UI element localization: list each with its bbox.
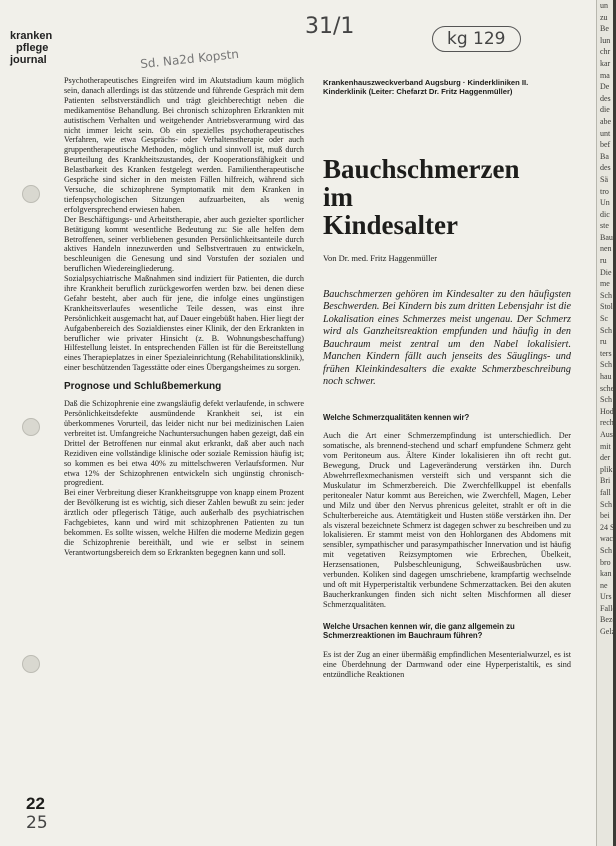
edge-fragment: wac xyxy=(600,534,613,544)
edge-fragment: 24 S xyxy=(600,522,615,532)
edge-fragment: Hod xyxy=(600,406,614,416)
edge-fragment: bei xyxy=(600,511,610,521)
edge-fragment: Sch xyxy=(600,290,612,300)
edge-fragment: un xyxy=(600,1,608,10)
author-byline: Von Dr. med. Fritz Haggenmüller xyxy=(323,252,438,263)
section-heading: Welche Schmerzqualitäten kennen wir? xyxy=(323,412,470,422)
edge-fragment: ne xyxy=(600,580,608,590)
edge-fragment: fall xyxy=(600,487,611,497)
edge-fragment: rech xyxy=(600,418,614,428)
article-title xyxy=(323,155,571,239)
left-article-column xyxy=(64,76,304,558)
page-number: 22 xyxy=(26,794,45,813)
edge-fragment: nen xyxy=(600,244,612,254)
edge-fragment: ste xyxy=(600,221,609,231)
logo-line-2: pflege xyxy=(16,42,49,54)
body-paragraph: Bei einer Verbreitung dieser Krankheitsgruppe von knapp einem Prozent der Bevölkerung ist es wichtig, sich dieser Zahlen bewußt zu sein: jeder ärztlich oder pflegerisch Tätige, auch außerhalb des psychiatrischen Fachgebietes, kann und wird mit schizophrenen Patienten zu tun bekommen. Es sollte wissen, welche Hilfen die moderne Medizin gegen die Schizophrenie bereithält, und wie er selbst in seinem Verantwortungsbereich dem so Erkrankten begegnen kann und soll. xyxy=(64,488,304,557)
section-heading: Welche Ursachen kennen wir, die ganz allgemein zu Schmerzreaktionen im Bauchraum führen? xyxy=(323,621,515,641)
body-paragraph: Daß die Schizophrenie eine zwangsläufig defekt verlaufende, in schwere Persönlichkeitsdefekte ausmündende Krankheit sei, ist ein überkommenes Vorurteil, das leider nicht nur bei medizinischen Laien verbreitet ist. Umfangreiche Nachuntersuchungen haben gezeigt, daß ein Drittel der Betroffenen nur einmal akut erkrankt, daß aber auch nach Rezidiven eine vollständige klinische oder soziale Remission häufig ist; so kommen es bei etwa 40% zu mittelschweren Verlaufsformen. Nur etwa 12% der Schizophrenen entwickeln sich ungünstig chronisch-progredient. xyxy=(64,399,304,488)
punch-hole xyxy=(22,655,40,673)
body-paragraph: Auch die Art einer Schmerzempfindung ist unterschiedlich. Der somatische, als brennend-stechend und scharf empfundene Schmerz geht vom Peritoneum aus. Ältere Kinder lokalisieren ihn oft recht gut. Bewegung, Druck und Lageveränderung verstärken ihn. Durch Abwehrreflexmechanismen versteift sich und verspannt sich die Muskulatur im Schmerzbereich. Die Zwerchfellkuppel ist ebenfalls peritonealer Natur kommt aus Bereichen, wie Zwerchfell, Magen, Leber und Milz und über den Nervus phrenicus geleitet, strahlt er oft in die Schulterbereiche aus. Atemtätigkeit und Husten stöße verstärken ihn. Der als viszeral bezeichnete Schmerz ist dagegen schwer zu beschreiben und zu lokalisieren. Er stammt meist von den Hohlorganen des Abdomens mit sensibler, sympathischer und parasympathischer Innervation und ist häufig mit vegetativen Reizsymptomen wie Erbrechen, Übelkeit, Herzsensationen, Pulsbeschleunigung, Schweißausbrüchen usw. verbunden. Koliken sind dagegen umschriebene, krampfartig wechselnde und oft mit Hyperperistaltik verbundene Schmerzattacken. Bei den akuten Baucherkrankungen finden sich nicht selten Mischformen all dieser Schmerzqualitäten. xyxy=(323,431,571,609)
edge-fragment: Sch xyxy=(600,360,612,370)
edge-fragment: Stol xyxy=(600,302,613,312)
edge-fragment: Sch xyxy=(600,499,612,509)
adjacent-page-text xyxy=(600,0,616,846)
edge-fragment: zu xyxy=(600,12,608,22)
edge-fragment: Sä xyxy=(600,174,608,184)
title-line-3: Kindesalter xyxy=(323,209,458,240)
handwritten-circled-note: kg 129 xyxy=(432,26,521,52)
edge-fragment: Urs xyxy=(600,592,612,602)
edge-fragment: bef xyxy=(600,140,611,150)
edge-fragment: der xyxy=(600,453,611,463)
edge-fragment: lun xyxy=(600,35,611,45)
edge-fragment: kar xyxy=(600,58,611,68)
edge-fragment: ru xyxy=(600,256,607,266)
edge-fragment: plik xyxy=(600,464,613,474)
body-paragraph: Psychotherapeutisches Eingreifen wird im Akutstadium kaum möglich sein, danach allerdings ist das stützende und führende Gespräch mit dem Patienten selbstverständlich und trägt gleichberechtigt neben die medikamentöse Behandlung. Bei chronisch schizophren Erkrankten mit autistischem Verhalten und weitgehender Antriebsverarmung wird das nicht immer leicht sein. Ob ein spezielles psychotherapeutisches Verfahren, wie etwa Gesprächs- oder Verhaltenstherapie oder auch gruppentherapeutische Methoden, möglich und sinnvoll ist, muß durch Beurteilung des Krankheitszustandes, der Kooperationsfähigkeit und Belastbarkeit des Kranken festgelegt werden. Familientherapeutische Gespräche sind sicher in den meisten Fällen hilfreich, während sich Versuche, die schizophrene Symptomatik mit dem Kranken in tiefenpsychologischen Sitzungen aufzuarbeiten, als wenig erfolgversprechend erwiesen haben. xyxy=(64,76,304,214)
edge-fragment: des xyxy=(600,93,611,103)
edge-fragment: ma xyxy=(600,70,610,80)
edge-fragment: Sc xyxy=(600,314,608,324)
edge-fragment: kan xyxy=(600,569,612,579)
edge-fragment: De xyxy=(600,82,610,92)
edge-fragment: Sch xyxy=(600,325,612,335)
edge-fragment: Sch xyxy=(600,545,612,555)
title-line-2: im xyxy=(323,181,353,212)
handwritten-page-number: 25 xyxy=(26,813,48,833)
edge-fragment: Bri xyxy=(600,476,611,486)
edge-fragment: Un xyxy=(600,198,610,208)
edge-fragment: Beze xyxy=(600,615,616,625)
punch-hole xyxy=(22,185,40,203)
lead-paragraph: Bauchschmerzen gehören im Kindesalter zu den häufigsten Beschwerden. Bei Kindern bis zum dritten Lebensjahr ist die Lokalisation eines Schmerzes meist ungenau. Der Schmerz wird als Ganzheitsreaktion empfunden und häufig in den Bauchraum meist zentral um den Nabel lokalisiert. Manchen Kindern fällt auch jenseits des Säuglings- und frühen Kleinkindesalters die exakte Schmerzbeschreibung noch schwer. xyxy=(323,288,571,388)
logo-line-1: kranken xyxy=(10,30,53,42)
institution-line: Krankenhauszweckverband Augsburg · Kinderkliniken II. Kinderklinik (Leiter: Chefarzt Dr. Fritz Haggenmüller) xyxy=(323,78,529,97)
handwritten-note-top: 31/1 xyxy=(305,14,355,39)
edge-fragment: des xyxy=(600,163,611,173)
journal-logo xyxy=(10,30,68,66)
title-line-1: Bauchschmerzen xyxy=(323,153,520,184)
edge-fragment: ters xyxy=(600,348,612,358)
edge-fragment: Gelz xyxy=(600,627,616,637)
edge-fragment: mit xyxy=(600,441,611,451)
edge-fragment: tro xyxy=(600,186,609,196)
edge-fragment: me xyxy=(600,279,610,289)
edge-fragment: abe xyxy=(600,116,612,126)
section-heading: Prognose und Schlußbemerkung xyxy=(64,381,222,393)
edge-fragment: die xyxy=(600,105,610,115)
punch-hole xyxy=(22,418,40,436)
edge-fragment: Falle xyxy=(600,603,616,613)
edge-fragment: Sch xyxy=(600,395,612,405)
edge-fragment: chr xyxy=(600,47,611,57)
logo-line-3: journal xyxy=(10,54,47,66)
edge-fragment: sche xyxy=(600,383,615,393)
body-paragraph: Sozialpsychiatrische Maßnahmen sind indiziert für Patienten, die durch ihre Krankheit beruflich zurückgeworfen werden bzw. bei denen diese Gefahr besteht, aber auch für jene, die infolge eines ungünstigen Krankheitsverlaufes wesentliche Teile dessen, was einst ihre Persönlichkeit ausgemacht hat, auf Dauer eingebüßt haben. Hier liegt der Aufgabenbereich des Sozialdienstes einer Klinik, der den Erkrankten in beruflicher wie privater Hinsicht (z. B. Wohnungsbeschaffung) Hilfestellung leistet. In entsprechenden Fällen ist für die Bereitstellung eines Therapieplatzes in einer Spezialeinrichtung (Rehabilitationsklinik), einer beschützenden Tagesstätte oder eines Übergangsheimes zu sorgen. xyxy=(64,274,304,373)
edge-fragment: Be xyxy=(600,24,609,34)
body-paragraph: Der Beschäftigungs- und Arbeitstherapie, aber auch gezielter sportlicher Betätigung kommt wesentliche Bedeutung zu: Sie alle helfen dem Betroffenen, seiner verbliebenen gesunden Persönlichkeitsanteile durch aktives Handeln innezuwerden und Selbstvertrauen zu entwickeln, beschleunigen die Genesung und sind Vorstufen der sozialen und beruflichen Wiedereingliederung. xyxy=(64,214,304,274)
handwritten-note-left: Sd. Na2d Kopstn xyxy=(139,46,240,72)
edge-fragment: bro xyxy=(600,557,611,567)
edge-fragment: Bau xyxy=(600,232,613,242)
right-article-column xyxy=(323,78,571,680)
edge-fragment: ru xyxy=(600,337,607,347)
adjacent-page-edge xyxy=(596,0,616,846)
edge-fragment: Ba xyxy=(600,151,609,161)
edge-fragment: Aus xyxy=(600,429,613,439)
edge-fragment: hau xyxy=(600,372,612,381)
edge-fragment: dic xyxy=(600,209,610,219)
edge-fragment: Die xyxy=(600,267,612,277)
edge-fragment: unt xyxy=(600,128,611,138)
body-paragraph: Es ist der Zug an einer übermäßig empfindlichen Mesenterialwurzel, es ist eine Überdehnung der Darmwand oder eine Hyperperistaltik, es sind entzündliche Reaktionen xyxy=(323,649,571,679)
